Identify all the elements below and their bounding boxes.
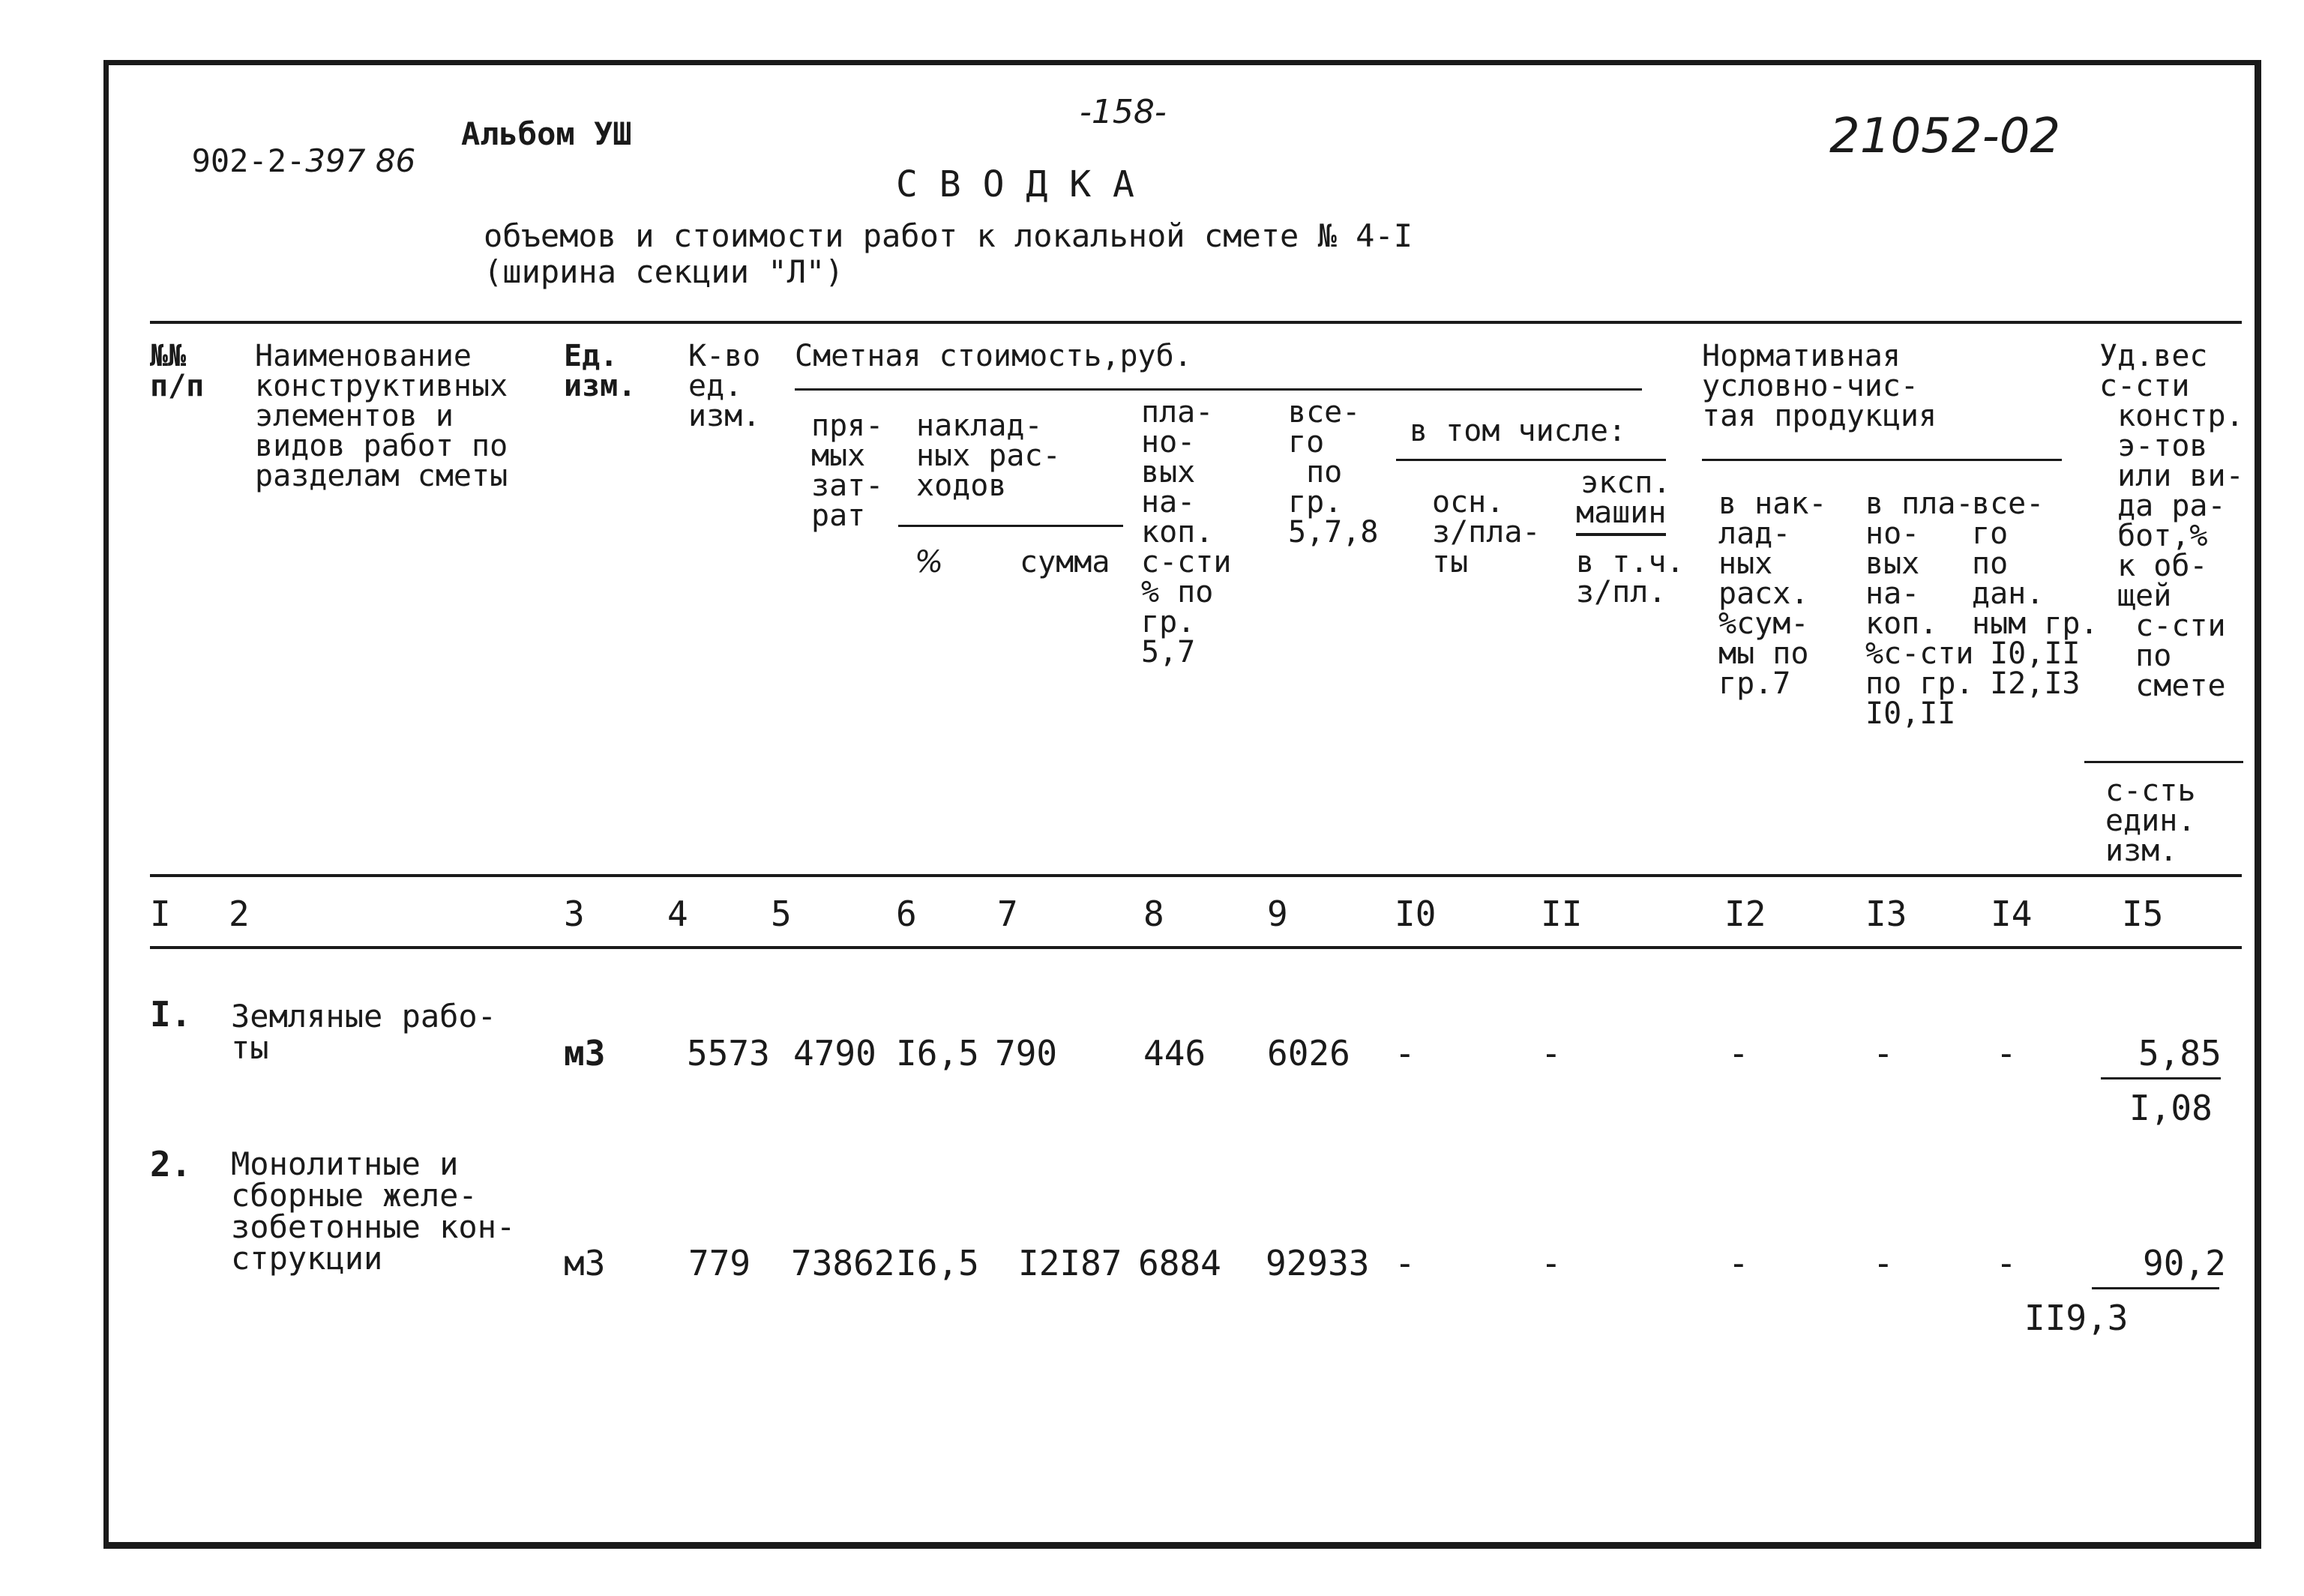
row-2-col14: -: [1996, 1243, 2017, 1283]
row-1-col14: -: [1996, 1033, 2017, 1073]
row-2-name: Монолитные и сборные желе- зобетонные кон- струкции: [231, 1145, 516, 1277]
row-1-overhead-sum: 790: [995, 1033, 1058, 1073]
page-frame: [103, 60, 2261, 1549]
row-2-share: 90,2: [2143, 1243, 2226, 1283]
col-total-header: все- го по гр. 5,7,8: [1288, 395, 1379, 549]
col-name-header: Наименование конструктивных элементов и видов работ по разделам сметы: [255, 339, 508, 493]
colnum-1: I: [150, 894, 171, 934]
row-1-unit: м3: [564, 1033, 606, 1073]
colnum-2: 2: [229, 894, 250, 934]
col-qty-header: К-во ед. изм.: [688, 339, 761, 433]
incl-group-header: в том числе:: [1410, 414, 1626, 448]
row-1-col10: -: [1395, 1033, 1416, 1073]
colnum-4: 4: [667, 894, 688, 934]
row-2-direct: 73862: [791, 1243, 895, 1283]
colnum-8: 8: [1143, 894, 1164, 934]
col-overhead-pct-header: %: [915, 545, 944, 579]
cost-group-header: Сметная стоимость,руб.: [795, 339, 1192, 373]
colnum-bottom-rule: [150, 946, 2242, 949]
colnum-9: 9: [1267, 894, 1288, 934]
norm-group-rule: [1702, 459, 2062, 461]
col-machines-label: машин: [1576, 496, 1666, 536]
row-2-unit: м3: [564, 1243, 606, 1283]
col-unit-cost-header: с-сть един. изм.: [2105, 774, 2196, 868]
project-code: [154, 114, 415, 177]
row-2-col12: -: [1728, 1243, 1749, 1283]
row-2-planned: 6884: [1138, 1243, 1221, 1283]
col-norm-planned-header: в пла- но- вых на- коп. %с-сти по гр. I0,II: [1865, 487, 1974, 731]
colnum-15: I5: [2122, 894, 2164, 934]
col-machines-header-top: эксп.: [1580, 466, 1671, 500]
colnum-7: 7: [997, 894, 1018, 934]
row-1-total: 6026: [1267, 1033, 1350, 1073]
col-direct-header: пря- мых зат- рат: [811, 409, 884, 533]
cost-group-rule: [795, 388, 1642, 391]
col-machines-header-mid: [1576, 498, 1666, 528]
col-salary-header: осн. з/пла- ты: [1432, 485, 1541, 579]
row-2-overhead-pct: I6,5: [896, 1243, 979, 1283]
header-bottom-rule: [150, 874, 2242, 877]
col-machines-header-bottom: в т.ч. з/пл.: [1576, 545, 1685, 609]
colnum-5: 5: [771, 894, 792, 934]
incl-group-rule: [1396, 459, 1666, 461]
row-1-qty: 5573: [687, 1033, 770, 1073]
colnum-6: 6: [896, 894, 917, 934]
colnum-13: I3: [1865, 894, 1907, 934]
row-1-share: 5,85: [2138, 1033, 2222, 1073]
table-top-rule: [150, 321, 2242, 324]
row-2-unit-cost: II9,3: [2024, 1298, 2129, 1338]
document-number: 21052-02: [1829, 109, 2061, 164]
document-subtitle-2: (ширина секции "Л"): [484, 253, 844, 290]
page-number: -158-: [1080, 93, 1167, 131]
colnum-14: I4: [1991, 894, 2033, 934]
colnum-10: I0: [1395, 894, 1437, 934]
overhead-group-header: наклад- ных рас- ходов: [916, 409, 1061, 503]
col-overhead-sum-header: сумма: [1020, 545, 1110, 579]
share-split-rule: [2084, 761, 2243, 763]
row-2-col11: -: [1541, 1243, 1562, 1283]
colnum-11: II: [1541, 894, 1583, 934]
colnum-3: 3: [564, 894, 585, 934]
document-subtitle-1: объемов и стоимости работ к локальной смете № 4-I: [484, 217, 1413, 254]
row-1-overhead-pct: I6,5: [896, 1033, 979, 1073]
colnum-12: I2: [1724, 894, 1766, 934]
row-2-overhead-sum: I2I87: [1018, 1243, 1122, 1283]
project-code-handwritten: 397 86: [305, 142, 416, 179]
row-2-col13: -: [1873, 1243, 1894, 1283]
col-norm-overhead-header: в нак- лад- ных расх. %сум- мы по гр.7: [1718, 487, 1827, 701]
row-2-qty: 779: [688, 1243, 751, 1283]
col-norm-total-header: все- го по дан. ным гр. I0,II I2,I3: [1972, 487, 2099, 701]
overhead-group-rule: [898, 525, 1123, 527]
col-number-header: №№ п/п: [150, 339, 205, 403]
row-1-col13: -: [1873, 1033, 1894, 1073]
row-2-num: 2.: [150, 1144, 192, 1184]
row-1-name: Земляные рабо- ты: [231, 998, 497, 1066]
row-2-total: 92933: [1266, 1243, 1370, 1283]
row-1-direct: 4790: [793, 1033, 876, 1073]
project-code-printed: 902-2-: [191, 142, 306, 179]
row-1-planned: 446: [1143, 1033, 1206, 1073]
row-2-fraction-rule: [2092, 1287, 2219, 1289]
row-1-num: I.: [150, 994, 192, 1035]
norm-group-header: Нормативная условно-чис- тая продукция: [1702, 339, 1937, 433]
album-label: Альбом УШ: [461, 115, 632, 152]
row-1-col12: -: [1728, 1033, 1749, 1073]
col-share-header: Уд.вес с-сти констр. э-тов или ви- да ра- бот,% к об- щей с-сти по смете: [2099, 339, 2244, 703]
document-title: С В О Д К А: [896, 163, 1134, 205]
row-1-unit-cost: I,08: [2129, 1088, 2213, 1128]
row-2-col10: -: [1395, 1243, 1416, 1283]
col-planned-header: пла- но- вых на- коп. с-сти % по гр. 5,7: [1141, 395, 1232, 669]
row-1-fraction-rule: [2101, 1077, 2221, 1079]
row-1-col11: -: [1541, 1033, 1562, 1073]
col-unit-header: Ед. изм.: [564, 339, 637, 403]
